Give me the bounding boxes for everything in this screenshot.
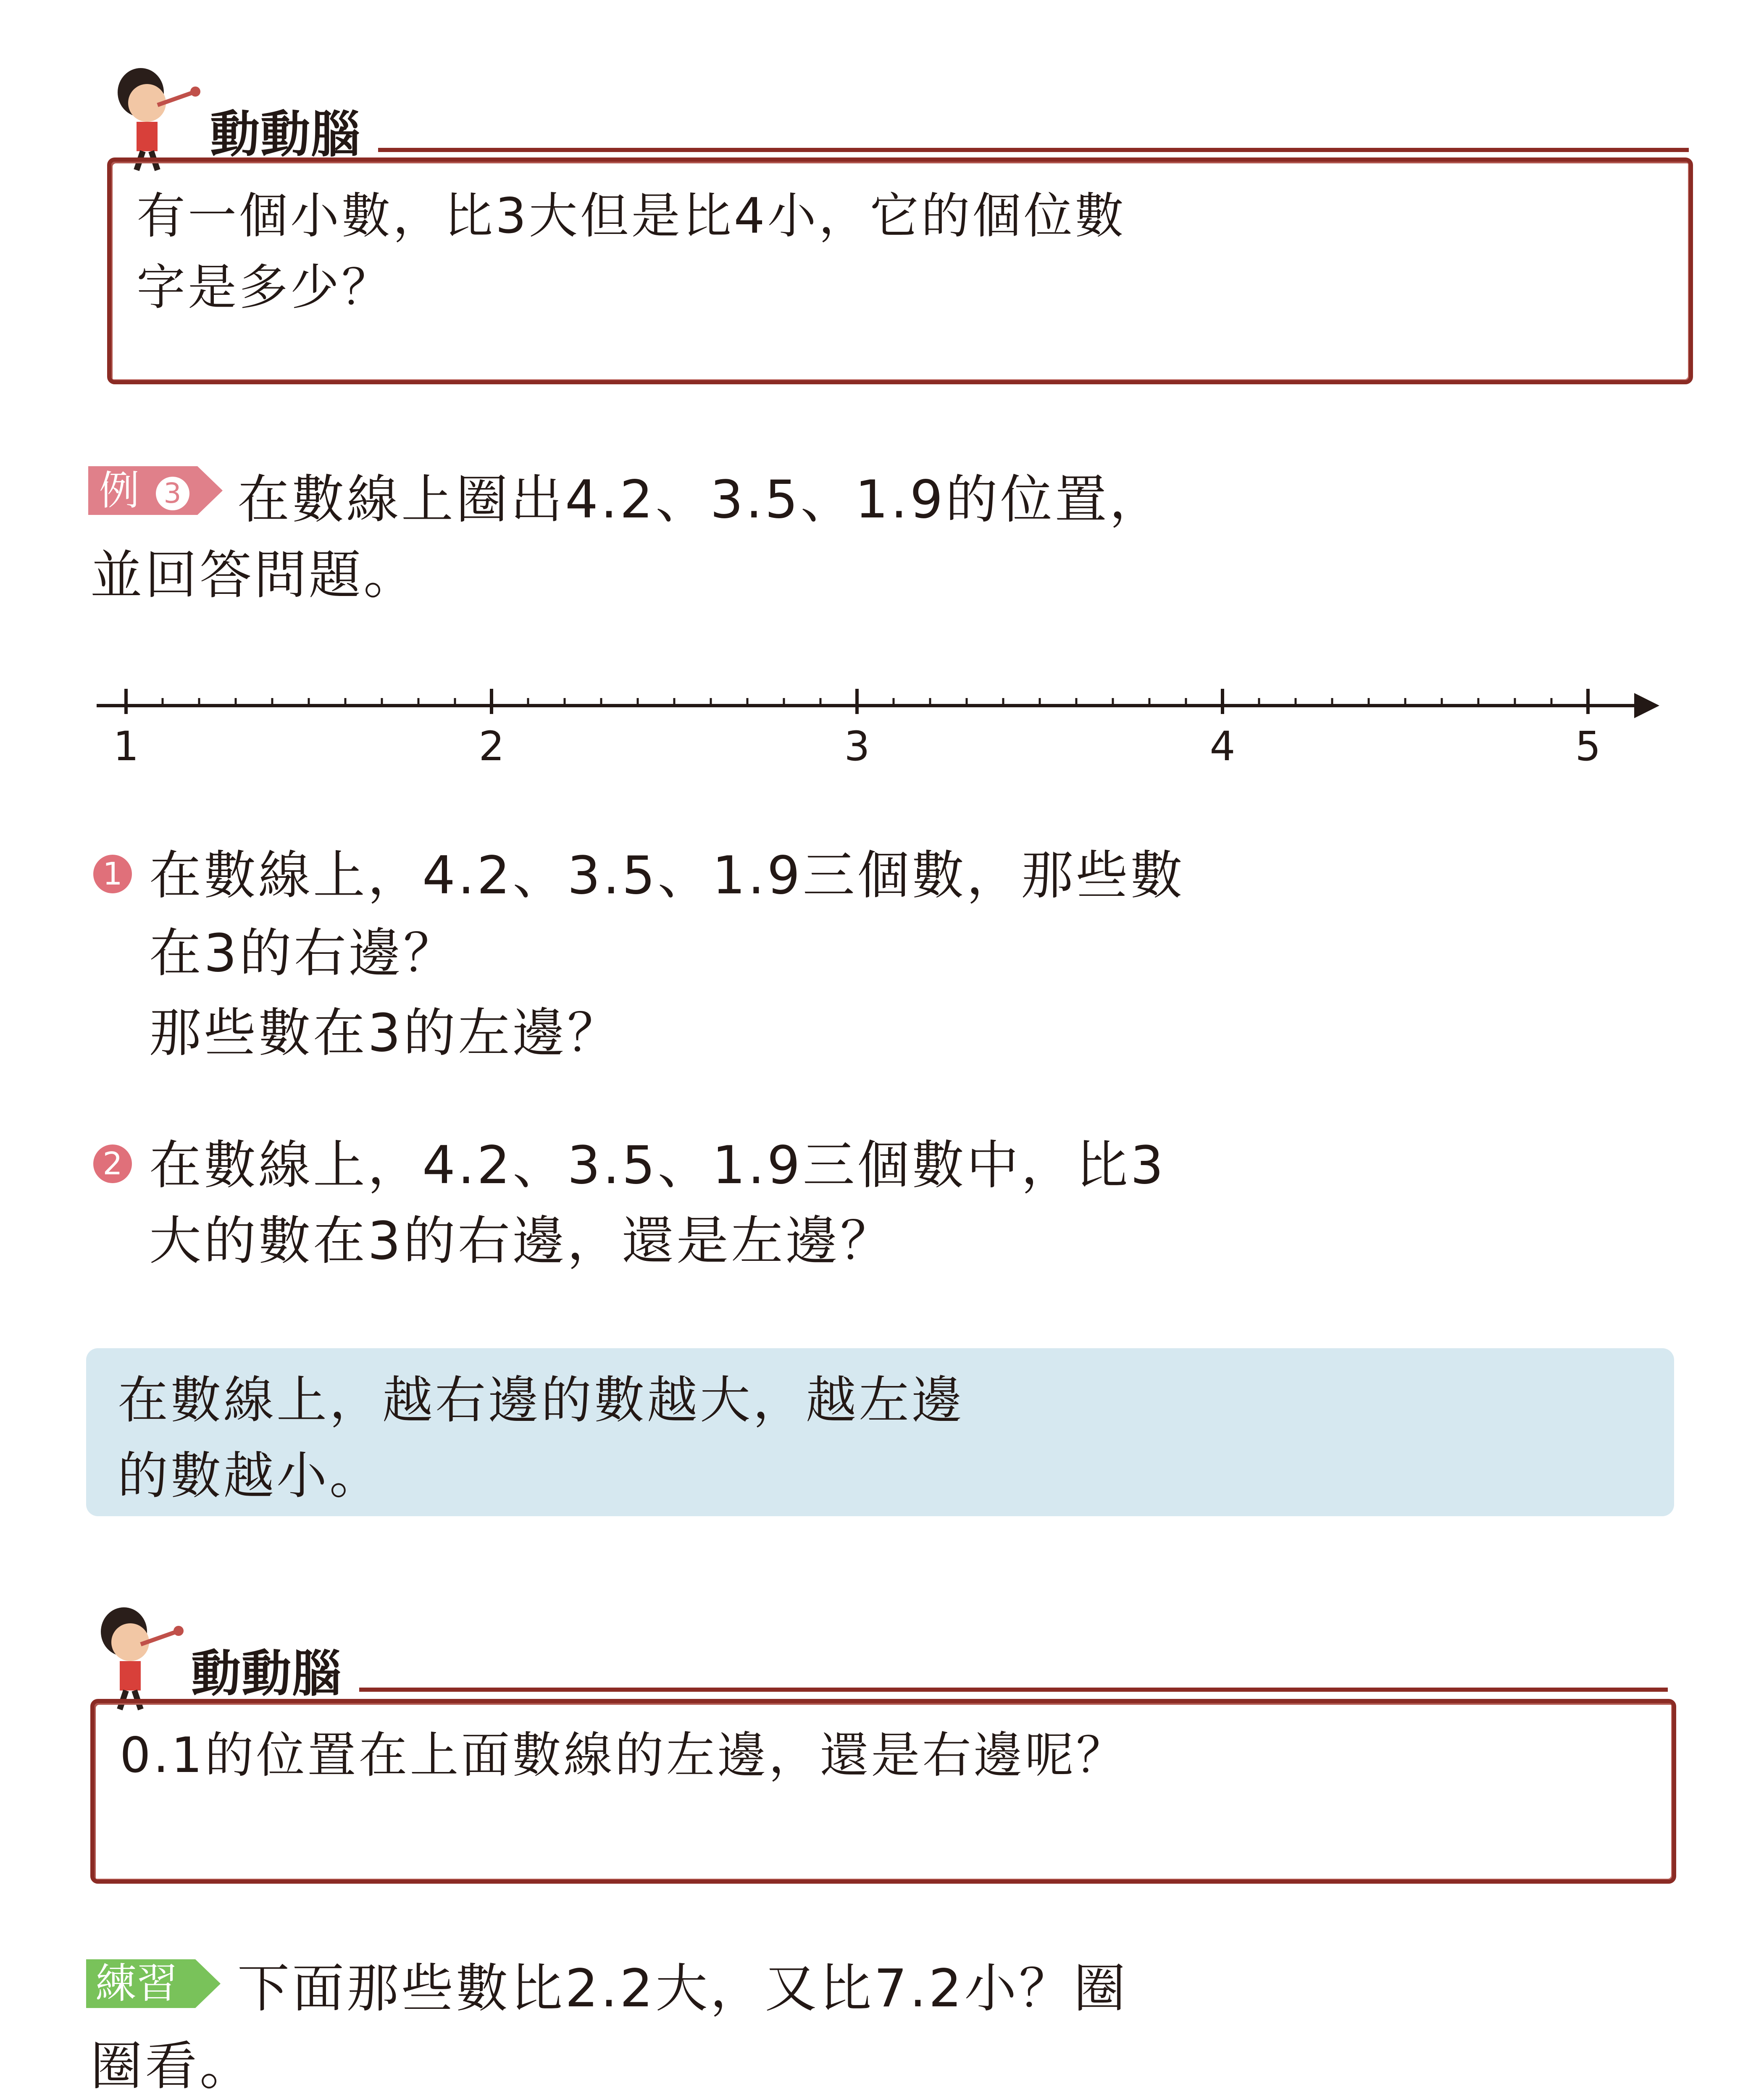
think-title-underline-1 [378,148,1689,152]
example-text-line1: 在數線上圈出4.2、3.5、1.9的位置， [237,470,1164,530]
q2-line2: 大的數在3的右邊，還是左邊？ [149,1211,895,1271]
thinking-boy-icon [107,63,204,172]
practice-tag-arrow [195,1959,221,2008]
q1-badge: 1 [93,855,132,893]
number-line-label: 5 [1575,723,1601,770]
number-line-arrow [1634,693,1659,718]
q1-line1: 在數線上，4.2、3.5、1.9三個數，那些數 [149,845,1185,906]
number-line-labels [113,723,1601,770]
think-title-1: 動動腦 [210,105,362,163]
q2-badge: 2 [93,1144,132,1183]
number-line-ticks [126,689,1588,714]
number-line-label: 2 [478,723,505,770]
think-title-2: 動動腦 [191,1645,343,1703]
q2-line1: 在數線上，4.2、3.5、1.9三個數中，比3 [149,1135,1166,1196]
q1-line2: 在3的右邊？ [149,923,458,984]
think-text-1-line2: 字是多少？ [137,259,393,316]
practice-tag [86,1959,195,2008]
example-tag [88,466,197,515]
example-text-line2: 並回答問題。 [90,545,418,606]
number-line-label: 1 [113,723,139,770]
summary-line2: 的數越小。 [118,1447,382,1505]
practice-tag-label: 練習 [95,1960,178,2008]
think-text-2-line1: 0.1的位置在上面數線的左邊，還是右邊呢？ [120,1727,1128,1784]
example-tag-arrow [197,466,223,515]
summary-line1: 在數線上，越右邊的數越大，越左邊 [118,1371,965,1430]
number-line-label: 4 [1209,723,1236,770]
think-title-underline-2 [359,1688,1668,1692]
example-tag-number: 3 [156,477,189,510]
practice-line2: 圈看。 [90,2036,255,2097]
number-line-label: 3 [844,723,870,770]
example-tag-label: 例 [99,467,139,514]
q1-line3: 那些數在3的左邊？ [149,1003,622,1063]
practice-line1: 下面那些數比2.2大，又比7.2小？圈 [237,1958,1128,2019]
number-line [84,672,1664,781]
thinking-boy-icon [90,1602,187,1712]
think-text-1-line1: 有一個小數，比3大但是比4小，它的個位數 [137,188,1126,244]
